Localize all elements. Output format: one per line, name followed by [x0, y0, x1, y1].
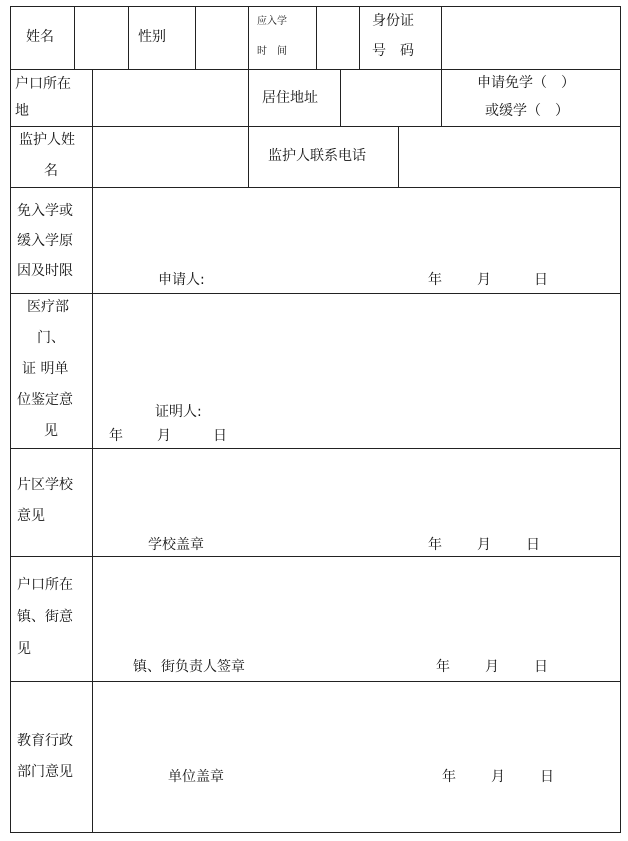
town-label: 镇、街意 [17, 609, 73, 625]
medical-label: 位鉴定意 [17, 392, 73, 408]
medical-label: 见 [44, 423, 58, 439]
edu-dept-label: 教育行政 [17, 733, 73, 749]
rule [441, 69, 442, 126]
date-year: 年 [428, 272, 442, 288]
reason-label: 因及时限 [17, 263, 73, 279]
town-label: 户口所在 [17, 577, 73, 593]
school-seal-label: 学校盖章 [148, 537, 204, 553]
rule [10, 448, 621, 449]
hukou-label: 地 [15, 103, 29, 119]
gender-label: 性别 [138, 29, 166, 45]
date-day: 日 [526, 537, 540, 553]
date-year: 年 [436, 659, 450, 675]
applicant-label: 申请人: [158, 272, 205, 288]
enroll-time-label: 时 间 [257, 46, 287, 57]
guardian-name-label: 监护人姓 [19, 132, 75, 148]
residence-label: 居住地址 [262, 90, 318, 106]
date-month: 月 [157, 428, 171, 444]
rule [316, 6, 317, 69]
medical-label: 证 明单 [22, 361, 69, 377]
enroll-time-label: 应入学 [257, 16, 287, 27]
hukou-label: 户口所在 [15, 76, 71, 92]
town-seal-label: 镇、街负责人签章 [133, 659, 245, 675]
date-month: 月 [485, 659, 499, 675]
guardian-phone-label: 监护人联系电话 [268, 148, 366, 164]
rule [10, 126, 621, 127]
rule [92, 448, 93, 832]
apply-defer-label: 或缓学（ ） [485, 103, 569, 119]
id-number-label: 身份证 [372, 13, 414, 29]
rule [10, 832, 621, 833]
rule [248, 69, 249, 126]
date-month: 月 [477, 537, 491, 553]
unit-seal-label: 单位盖章 [168, 769, 224, 785]
date-day: 日 [534, 272, 548, 288]
town-label: 见 [17, 641, 31, 657]
rule [92, 126, 93, 187]
rule [10, 293, 621, 294]
medical-label: 门、 [37, 330, 65, 346]
school-label: 意见 [17, 508, 45, 524]
rule [92, 69, 93, 126]
rule [128, 6, 129, 69]
rule [248, 126, 249, 187]
apply-exempt-label: 申请免学（ ） [477, 75, 575, 91]
edu-dept-label: 部门意见 [17, 764, 73, 780]
rule [248, 6, 249, 69]
rule [620, 6, 621, 833]
rule [10, 6, 11, 833]
date-month: 月 [491, 769, 505, 785]
rule [398, 126, 399, 187]
date-day: 日 [534, 659, 548, 675]
rule [10, 556, 621, 557]
guardian-name-label: 名 [44, 163, 58, 179]
reason-label: 缓入学原 [17, 233, 73, 249]
rule [10, 681, 621, 682]
rule [74, 6, 75, 69]
date-year: 年 [428, 537, 442, 553]
rule [441, 6, 442, 69]
rule [340, 69, 341, 126]
school-label: 片区学校 [17, 477, 73, 493]
name-label: 姓名 [26, 29, 54, 45]
rule [195, 6, 196, 69]
application-form [10, 6, 621, 833]
date-day: 日 [213, 428, 227, 444]
rule [92, 187, 93, 448]
reason-label: 免入学或 [17, 203, 73, 219]
date-day: 日 [540, 769, 554, 785]
id-number-label: 号 码 [372, 43, 414, 59]
date-year: 年 [442, 769, 456, 785]
date-month: 月 [477, 272, 491, 288]
certifier-label: 证明人: [155, 404, 202, 420]
rule [359, 6, 360, 69]
rule [10, 69, 621, 70]
rule [10, 187, 621, 188]
date-year: 年 [109, 428, 123, 444]
medical-label: 医疗部 [27, 299, 69, 315]
